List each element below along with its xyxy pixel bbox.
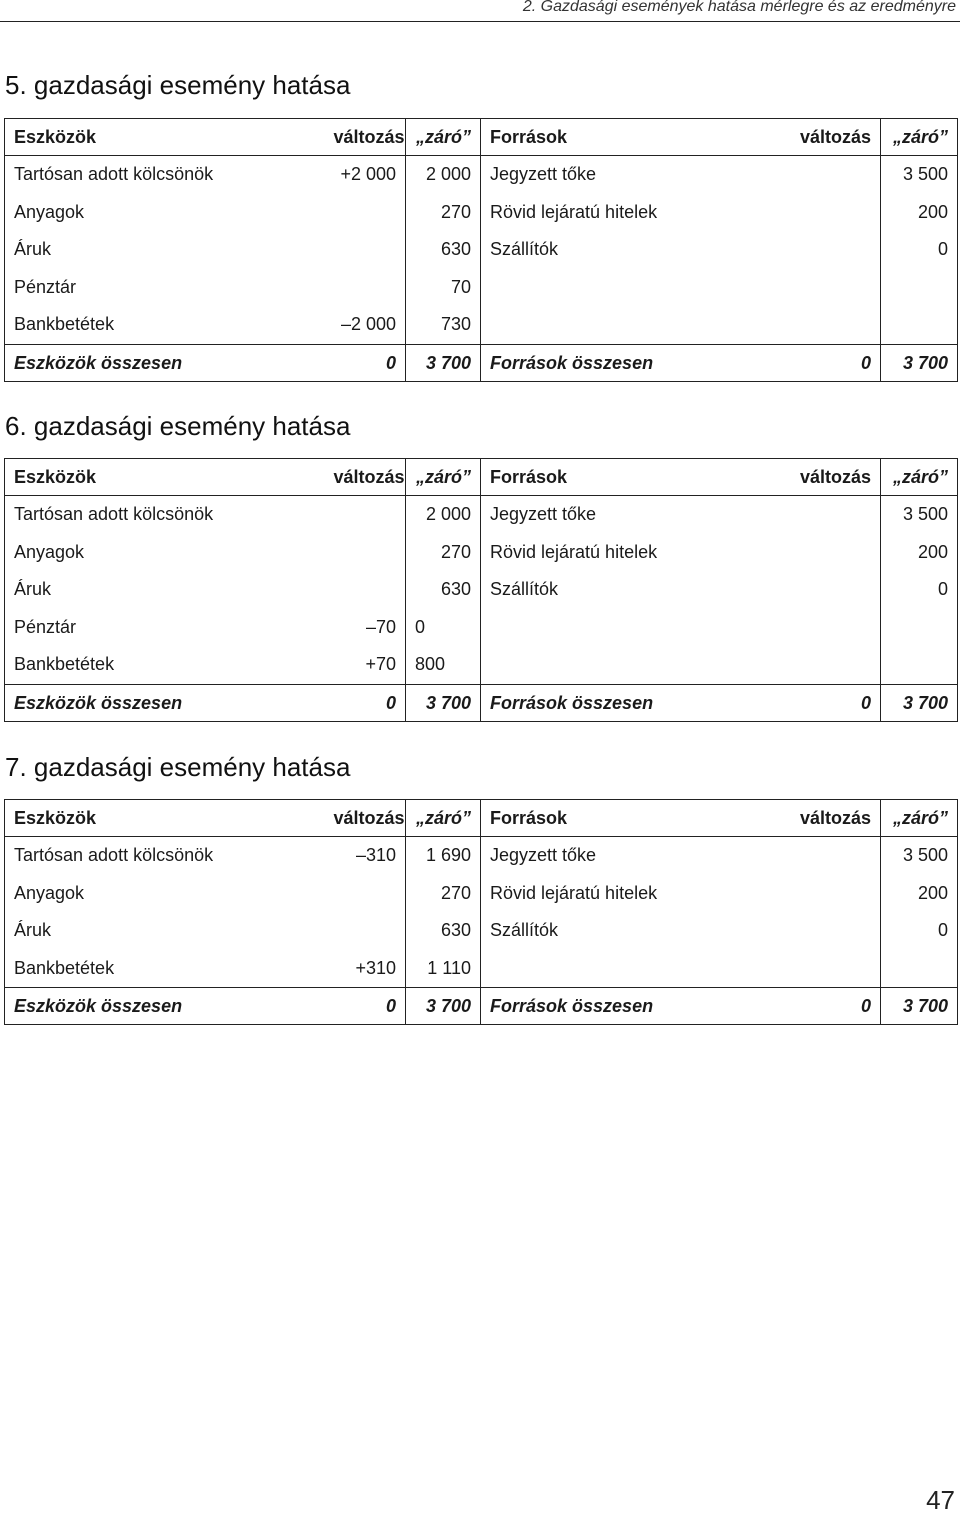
- table-row: [5, 231, 958, 269]
- asset-change: +310: [355, 957, 396, 978]
- total-assets-closing: 3 700: [406, 684, 481, 721]
- source-change: [783, 496, 881, 534]
- total-assets-change: 0: [325, 344, 406, 381]
- source-closing: [881, 609, 958, 647]
- table-row: [5, 534, 958, 572]
- total-assets-change: 0: [325, 684, 406, 721]
- source-name: [481, 646, 783, 684]
- table-header-row: [5, 119, 958, 156]
- header-change: változás: [783, 459, 881, 496]
- source-name: [481, 269, 783, 307]
- table-header-row: [5, 459, 958, 496]
- header-change: változás: [325, 119, 406, 156]
- source-closing: 3 500: [881, 156, 958, 194]
- asset-change: [325, 496, 406, 534]
- section-title: 7. gazdasági esemény hatása: [5, 752, 351, 782]
- total-sources-label: Források összesen: [481, 684, 783, 721]
- table-row: [5, 306, 958, 344]
- source-change: [783, 837, 881, 875]
- source-change: [783, 156, 881, 194]
- total-assets-label: Eszközök összesen: [5, 344, 325, 381]
- source-closing: 0: [881, 912, 958, 950]
- total-sources-change: 0: [783, 344, 881, 381]
- total-sources-label: Források összesen: [481, 344, 783, 381]
- asset-closing: 630: [406, 912, 481, 950]
- asset-closing: 800: [406, 646, 481, 684]
- table-row: [5, 950, 958, 988]
- table-row: [5, 496, 958, 534]
- asset-closing: 270: [406, 534, 481, 572]
- total-sources-closing: 3 700: [881, 344, 958, 381]
- source-name: [481, 950, 783, 988]
- source-change: [783, 950, 881, 988]
- source-name: Rövid lejáratú hitelek: [481, 534, 783, 572]
- asset-change: [325, 875, 406, 913]
- asset-name: Áruk: [14, 579, 52, 599]
- total-row: [5, 684, 958, 721]
- asset-name: Bankbetétek: [14, 957, 115, 978]
- asset-closing: 1 110: [406, 950, 481, 988]
- asset-closing: 730: [406, 306, 481, 344]
- header-closing: „záró”: [881, 800, 958, 837]
- running-head-text: 2. Gazdasági események hatása mérlegre és az eredményre: [522, 0, 956, 15]
- section-title: 6. gazdasági esemény hatása: [5, 411, 351, 441]
- source-closing: 0: [881, 571, 958, 609]
- total-assets-closing: 3 700: [406, 344, 481, 381]
- header-closing: „záró”: [406, 459, 481, 496]
- source-closing: 3 500: [881, 496, 958, 534]
- source-closing: [881, 269, 958, 307]
- total-assets-label: Eszközök összesen: [5, 988, 325, 1025]
- table-header-row: [5, 800, 958, 837]
- source-change: [783, 571, 881, 609]
- asset-name: Tartósan adott kölcsönök: [14, 504, 214, 524]
- asset-change: [325, 534, 406, 572]
- asset-name: Bankbetétek: [14, 314, 115, 334]
- asset-change: [325, 269, 406, 307]
- total-assets-label: Eszközök összesen: [5, 684, 325, 721]
- source-change: [783, 875, 881, 913]
- asset-closing: 2 000: [406, 496, 481, 534]
- asset-change: +2 000: [340, 164, 396, 184]
- table-row: [5, 875, 958, 913]
- asset-change: [325, 194, 406, 232]
- source-change: [783, 646, 881, 684]
- asset-name: Anyagok: [14, 201, 85, 222]
- header-closing: „záró”: [881, 459, 958, 496]
- total-assets-closing: 3 700: [406, 988, 481, 1025]
- table-row: [5, 156, 958, 194]
- source-change: [783, 306, 881, 344]
- table-row: [5, 912, 958, 950]
- asset-change: [325, 231, 406, 269]
- source-change: [783, 269, 881, 307]
- asset-change: –70: [365, 616, 396, 637]
- header-sources: Források: [481, 800, 783, 837]
- source-closing: [881, 306, 958, 344]
- balance-table: [4, 118, 958, 382]
- source-closing: 200: [881, 534, 958, 572]
- asset-closing: 70: [406, 269, 481, 307]
- page-number: 47: [926, 1485, 955, 1515]
- table-row: [5, 194, 958, 232]
- asset-name: Tartósan adott kölcsönök: [14, 845, 214, 865]
- header-sources: Források: [481, 459, 783, 496]
- total-sources-change: 0: [783, 684, 881, 721]
- asset-change: –2 000: [340, 314, 396, 334]
- total-assets-change: 0: [325, 988, 406, 1025]
- total-sources-closing: 3 700: [881, 684, 958, 721]
- header-change: változás: [783, 119, 881, 156]
- header-change: változás: [325, 459, 406, 496]
- asset-closing: 270: [406, 194, 481, 232]
- section-title: 5. gazdasági esemény hatása: [5, 70, 351, 100]
- source-closing: 200: [881, 194, 958, 232]
- asset-name: Pénztár: [14, 276, 77, 297]
- asset-closing: 2 000: [406, 156, 481, 194]
- header-closing: „záró”: [406, 800, 481, 837]
- source-closing: 3 500: [881, 837, 958, 875]
- asset-change: –310: [355, 845, 396, 865]
- source-name: [481, 306, 783, 344]
- asset-change: [325, 912, 406, 950]
- table-row: [5, 269, 958, 307]
- source-change: [783, 194, 881, 232]
- header-closing: „záró”: [406, 119, 481, 156]
- table-row: [5, 837, 958, 875]
- asset-name: Áruk: [14, 920, 52, 940]
- source-closing: [881, 950, 958, 988]
- source-closing: 0: [881, 231, 958, 269]
- source-change: [783, 609, 881, 647]
- asset-name: Anyagok: [14, 541, 85, 562]
- asset-change: [325, 571, 406, 609]
- asset-name: Anyagok: [14, 882, 85, 903]
- table-row: [5, 646, 958, 684]
- total-sources-label: Források összesen: [481, 988, 783, 1025]
- total-row: [5, 988, 958, 1025]
- header-change: változás: [783, 800, 881, 837]
- source-name: Szállítók: [481, 912, 783, 950]
- asset-name: Áruk: [14, 239, 52, 259]
- source-closing: [881, 646, 958, 684]
- total-sources-change: 0: [783, 988, 881, 1025]
- header-closing: „záró”: [881, 119, 958, 156]
- source-name: [481, 609, 783, 647]
- source-name: Rövid lejáratú hitelek: [481, 194, 783, 232]
- running-head: [0, 0, 960, 22]
- balance-table: [4, 458, 958, 722]
- source-name: Jegyzett tőke: [481, 156, 783, 194]
- source-name: Szállítók: [481, 571, 783, 609]
- header-sources: Források: [481, 119, 783, 156]
- source-name: Rövid lejáratú hitelek: [481, 875, 783, 913]
- source-change: [783, 231, 881, 269]
- source-name: Jegyzett tőke: [481, 837, 783, 875]
- header-assets: Eszközök: [5, 459, 325, 496]
- total-sources-closing: 3 700: [881, 988, 958, 1025]
- table-row: [5, 571, 958, 609]
- balance-table: [4, 799, 958, 1025]
- asset-name: Pénztár: [14, 616, 77, 637]
- asset-name: Tartósan adott kölcsönök: [14, 164, 214, 184]
- header-assets: Eszközök: [5, 119, 325, 156]
- asset-name: Bankbetétek: [14, 654, 115, 674]
- source-change: [783, 534, 881, 572]
- source-closing: 200: [881, 875, 958, 913]
- asset-closing: 0: [406, 609, 481, 647]
- source-name: Jegyzett tőke: [481, 496, 783, 534]
- table-row: [5, 609, 958, 647]
- source-name: Szállítók: [481, 231, 783, 269]
- asset-closing: 630: [406, 231, 481, 269]
- source-change: [783, 912, 881, 950]
- total-row: [5, 344, 958, 381]
- asset-change: +70: [365, 654, 396, 674]
- asset-closing: 270: [406, 875, 481, 913]
- header-change: változás: [325, 800, 406, 837]
- asset-closing: 1 690: [406, 837, 481, 875]
- header-assets: Eszközök: [5, 800, 325, 837]
- asset-closing: 630: [406, 571, 481, 609]
